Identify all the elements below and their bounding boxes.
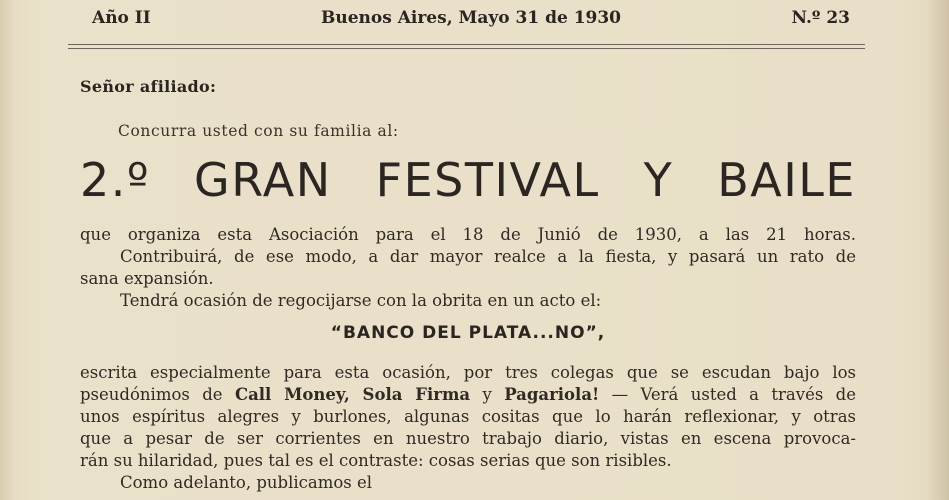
- place-date: Buenos Aires, Mayo 31 de 1930: [320, 8, 622, 28]
- salutation: Señor afiliado:: [80, 77, 217, 96]
- pseudonyms-suffix: — Verá usted a través de: [599, 385, 856, 404]
- pseudonyms-prefix: pseudónimos de: [80, 385, 235, 404]
- issue-number: N.º 23: [791, 8, 850, 28]
- pseudonyms-and: y: [470, 385, 505, 404]
- pseudonym-last: Pagariola!: [504, 385, 600, 404]
- play-title: “BANCO DEL PLATA...NO”,: [330, 323, 606, 343]
- body-line: escrita especialmente para esta ocasión, por tres colegas que se escudan bajo los: [80, 363, 856, 382]
- body-line: Tendrá ocasión de regocijarse con la obrita en un acto el:: [120, 291, 602, 310]
- masthead: [92, 8, 850, 32]
- body-line: Contribuirá, de ese modo, a dar mayor realce a la fiesta, y pasará un rato de: [120, 247, 856, 266]
- invitation-line: Concurra usted con su familia al:: [118, 122, 399, 140]
- event-title: [80, 152, 856, 208]
- title-ordinal: 2.º: [80, 153, 151, 207]
- body-line: rán su hilaridad, pues tal es el contraste: cosas serias que son risibles.: [80, 451, 672, 470]
- paragraph-play: [80, 362, 856, 494]
- header-rule-bottom: [68, 48, 865, 49]
- body-line: que a pesar de ser corrientes en nuestro trabajo diario, vistas en escena provoca-: [80, 429, 856, 448]
- body-line: unos espíritus alegres y burlones, algunas cositas que lo harán reflexionar, y otras: [80, 407, 856, 426]
- paragraph-intro: [80, 224, 856, 312]
- header-rule-top: [68, 44, 865, 45]
- body-line-pseudonyms: [80, 384, 856, 406]
- pseudonyms-names: Call Money, Sola Firma: [234, 385, 471, 404]
- title-word-baile: BAILE: [717, 153, 856, 207]
- title-word-gran: GRAN: [194, 153, 332, 207]
- title-word-festival: FESTIVAL: [375, 153, 600, 207]
- body-line: sana expansión.: [80, 269, 214, 288]
- body-line: Como adelanto, publicamos el: [120, 473, 373, 492]
- page-edge-shadow: [927, 0, 949, 500]
- body-line: que organiza esta Asociación para el 18 de Junió de 1930, a las 21 horas.: [80, 225, 856, 244]
- title-word-y: Y: [643, 153, 674, 207]
- issue-year: Año II: [92, 8, 151, 28]
